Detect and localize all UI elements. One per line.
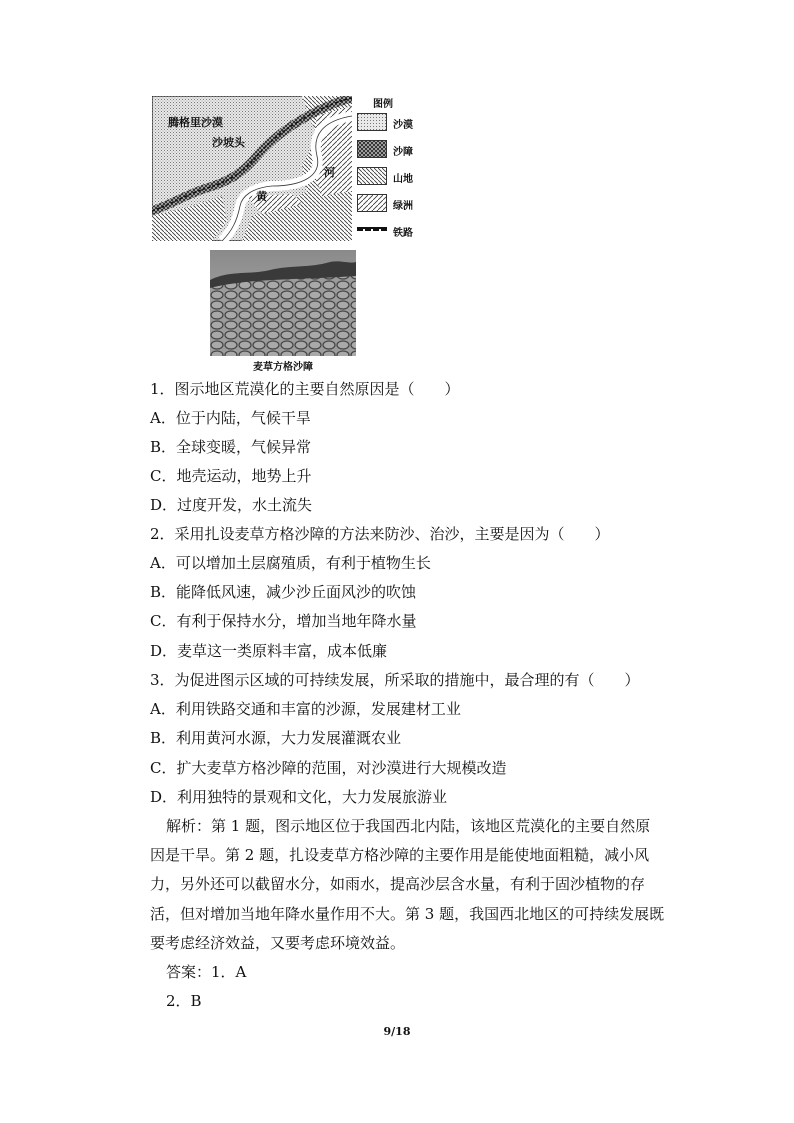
mountain-swatch-icon	[357, 167, 387, 185]
question-1-option-a: A．位于内陆，气候干旱	[150, 409, 311, 427]
photo-caption: 麦草方格沙障	[253, 362, 313, 373]
question-3-option-d: D．利用独特的景观和文化，大力发展旅游业	[150, 788, 448, 806]
question-3-option-c: C．扩大麦草方格沙障的范围，对沙漠进行大规模改造	[150, 759, 507, 777]
oasis-swatch-icon	[357, 194, 387, 212]
question-3-option-b: B．利用黄河水源，大力发展灌溉农业	[150, 729, 402, 747]
question-3-option-a: A．利用铁路交通和丰富的沙源，发展建材工业	[150, 700, 461, 718]
railway-line-icon	[357, 227, 387, 231]
photo-graphic	[210, 250, 356, 356]
legend-text: 绿洲	[393, 201, 413, 212]
question-2-option-a: A．可以增加土层腐殖质，有利于植物生长	[150, 554, 431, 572]
question-1-option-c: C．地壳运动，地势上升	[150, 467, 312, 485]
question-3-stem: 3．为促进图示区域的可持续发展，所采取的措施中，最合理的有（ ）	[150, 671, 640, 689]
legend-item-desert	[357, 113, 437, 133]
question-2-option-c: C．有利于保持水分，增加当地年降水量	[150, 612, 417, 630]
legend-item-oasis	[357, 194, 437, 214]
map-label-river-2: 河	[324, 166, 335, 179]
region-map	[152, 96, 352, 241]
legend-item-mountain	[357, 167, 437, 187]
legend-title: 图例	[373, 99, 393, 110]
analysis-line-5: 要考虑经济效益，又要考虑环境效益。	[150, 934, 406, 952]
map-label-river-1: 黄	[256, 190, 267, 203]
question-2-option-b: B．能降低风速，减少沙丘面风沙的吹蚀	[150, 583, 417, 601]
analysis-line-3: 力，另外还可以截留水分，如雨水，提高沙层含水量，有利于固沙植物的存	[150, 875, 646, 893]
map-legend	[355, 95, 435, 240]
question-2-stem: 2．采用扎设麦草方格沙障的方法来防沙、治沙，主要是因为（ ）	[150, 525, 610, 543]
legend-text: 山地	[393, 174, 413, 185]
question-1-option-d: D．过度开发，水土流失	[150, 496, 313, 514]
answer-line-1: 答案：1．A	[166, 963, 247, 981]
legend-item-barrier	[357, 140, 437, 160]
analysis-line-2: 因是干旱。第 2 题，扎设麦草方格沙障的主要作用是能使地面粗糙，减小风	[150, 846, 650, 864]
question-1-option-b: B．全球变暖，气候异常	[150, 438, 312, 456]
legend-text: 铁路	[393, 228, 413, 239]
legend-text: 沙漠	[393, 120, 413, 131]
question-2-option-d: D．麦草这一类原料丰富，成本低廉	[150, 642, 388, 660]
desert-swatch-icon	[357, 113, 387, 131]
analysis-line-1: 解析：第 1 题，图示地区位于我国西北内陆，该地区荒漠化的主要自然原	[166, 817, 651, 835]
legend-item-railway	[357, 221, 437, 241]
map-label-town: 沙坡头	[212, 136, 245, 149]
legend-text: 沙障	[393, 147, 413, 158]
straw-checkerboard-photo	[210, 250, 356, 356]
question-1-stem: 1．图示地区荒漠化的主要自然原因是（ ）	[150, 380, 460, 398]
page-number: 9/18	[383, 1025, 411, 1038]
map-label-desert: 腾格里沙漠	[168, 116, 223, 129]
barrier-swatch-icon	[357, 140, 387, 158]
answer-line-2: 2．B	[166, 992, 202, 1010]
analysis-line-4: 活，但对增加当地年降水量作用不大。第 3 题，我国西北地区的可持续发展既	[150, 905, 665, 923]
